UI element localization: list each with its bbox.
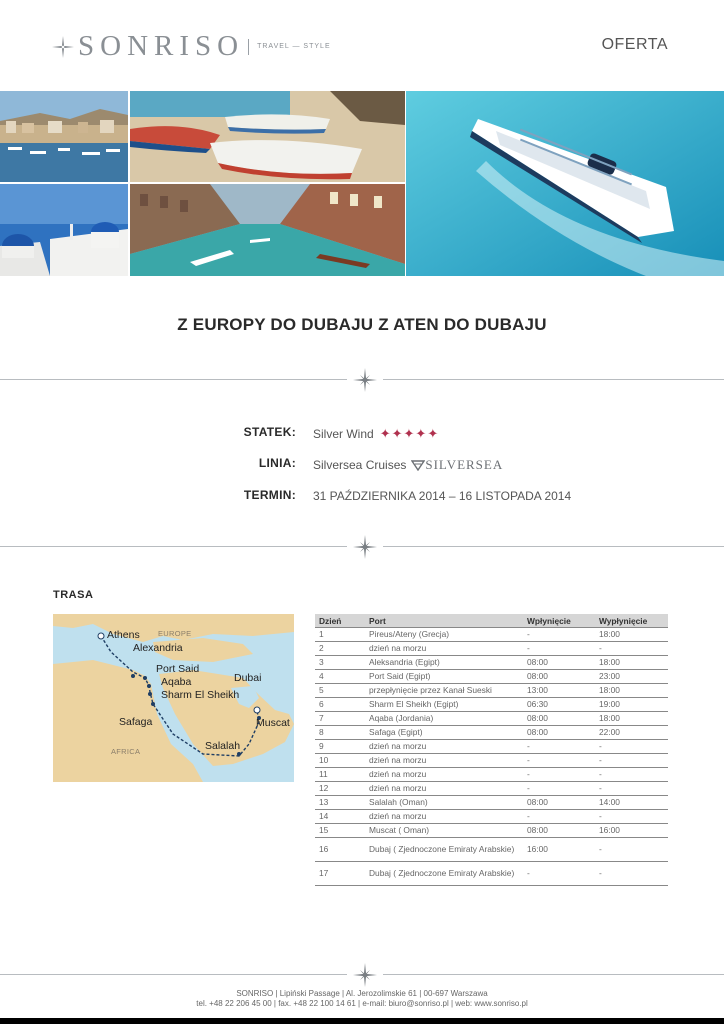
cell-day: 7 xyxy=(315,712,365,726)
cell-arrival: 08:00 xyxy=(523,796,595,810)
cell-day: 10 xyxy=(315,754,365,768)
table-row xyxy=(315,726,668,740)
cell-port: dzień na morzu xyxy=(365,740,523,754)
cell-port: dzień na morzu xyxy=(365,810,523,824)
table-row xyxy=(315,838,668,862)
cell-arrival: - xyxy=(523,642,595,656)
logo-text: SONRISO xyxy=(78,30,245,62)
cell-departure: 14:00 xyxy=(595,796,668,810)
cell-day: 15 xyxy=(315,824,365,838)
cell-port: Aleksandria (Egipt) xyxy=(365,656,523,670)
star-icon: ✦ xyxy=(403,426,415,441)
cell-day: 2 xyxy=(315,642,365,656)
cell-departure: 23:00 xyxy=(595,670,668,684)
cell-arrival: - xyxy=(523,628,595,642)
map-label-athens: Athens xyxy=(107,629,140,641)
cell-port: przepłynięcie przez Kanał Sueski xyxy=(365,684,523,698)
cell-arrival: - xyxy=(523,768,595,782)
cell-day: 11 xyxy=(315,768,365,782)
cell-port: Safaga (Egipt) xyxy=(365,726,523,740)
cell-arrival: - xyxy=(523,810,595,824)
compass-star-icon xyxy=(353,368,377,392)
ship-label: STATEK: xyxy=(243,425,296,439)
cell-departure: 22:00 xyxy=(595,726,668,740)
table-row xyxy=(315,754,668,768)
divider-top xyxy=(0,368,724,392)
star-icon: ✦ xyxy=(427,426,439,441)
cell-arrival: 08:00 xyxy=(523,656,595,670)
cell-departure: - xyxy=(595,862,668,886)
logo-tagline: TRAVEL — STYLE xyxy=(257,43,331,50)
itinerary-table xyxy=(315,614,668,886)
cell-arrival: 08:00 xyxy=(523,670,595,684)
cell-departure: 18:00 xyxy=(595,656,668,670)
map-label-dubai: Dubai xyxy=(234,672,262,684)
cell-departure: - xyxy=(595,782,668,796)
cell-port: Pireus/Ateny (Grecja) xyxy=(365,628,523,642)
map-label-muscat: Muscat xyxy=(256,717,290,729)
cell-arrival: - xyxy=(523,782,595,796)
cell-departure: 18:00 xyxy=(595,628,668,642)
cell-departure: - xyxy=(595,754,668,768)
cell-departure: - xyxy=(595,642,668,656)
cell-port: Port Said (Egipt) xyxy=(365,670,523,684)
table-row xyxy=(315,824,668,838)
cell-arrival: - xyxy=(523,740,595,754)
table-row xyxy=(315,768,668,782)
date-value: 31 PAŹDZIERNIKA 2014 – 16 LISTOPADA 2014 xyxy=(313,489,572,503)
cell-port: Aqaba (Jordania) xyxy=(365,712,523,726)
route-title: TRASA xyxy=(53,589,94,601)
map-label-salalah: Salalah xyxy=(205,740,241,752)
cell-port: Salalah (Oman) xyxy=(365,796,523,810)
route-map xyxy=(53,614,294,782)
header-day: Dzień xyxy=(315,614,365,628)
logo-separator xyxy=(248,39,249,55)
table-row xyxy=(315,796,668,810)
table-row xyxy=(315,740,668,754)
line-label: LINIA: xyxy=(258,456,296,470)
line-row xyxy=(0,456,724,478)
cell-arrival: - xyxy=(523,754,595,768)
cell-departure: 19:00 xyxy=(595,698,668,712)
cell-arrival: 08:00 xyxy=(523,824,595,838)
cell-day: 14 xyxy=(315,810,365,824)
header-port: Port xyxy=(365,614,523,628)
cell-arrival: 13:00 xyxy=(523,684,595,698)
silversea-logo xyxy=(411,457,503,473)
cell-departure: 18:00 xyxy=(595,684,668,698)
table-row xyxy=(315,810,668,824)
compass-star-icon xyxy=(353,963,377,987)
divider-footer xyxy=(0,963,724,987)
line-value-wrap xyxy=(313,457,503,473)
table-row xyxy=(315,656,668,670)
header xyxy=(0,0,724,90)
cell-port: Dubaj ( Zjednoczone Emiraty Arabskie) xyxy=(365,862,523,886)
star-icon: ✦ xyxy=(415,426,427,441)
bottom-bar xyxy=(0,1018,724,1024)
line-name: Silversea Cruises xyxy=(313,458,407,472)
boats-beach-photo xyxy=(130,91,405,182)
table-row xyxy=(315,698,668,712)
table-row xyxy=(315,782,668,796)
cell-port: Dubaj ( Zjednoczone Emiraty Arabskie) xyxy=(365,838,523,862)
cruise-ship-photo xyxy=(406,91,724,276)
cell-day: 4 xyxy=(315,670,365,684)
table-row xyxy=(315,670,668,684)
table-row xyxy=(315,642,668,656)
cell-port: dzień na morzu xyxy=(365,754,523,768)
venice-canal-photo xyxy=(130,184,405,276)
map-label-europe: EUROPE xyxy=(158,629,192,638)
cell-arrival: 06:30 xyxy=(523,698,595,712)
cell-departure: - xyxy=(595,768,668,782)
itinerary-body xyxy=(315,628,668,886)
cell-day: 3 xyxy=(315,656,365,670)
cell-departure: - xyxy=(595,740,668,754)
footer-address: SONRISO | Lipiński Passage | Al. Jerozolimskie 61 | 00-697 Warszawa xyxy=(236,989,488,998)
map-label-sharm: Sharm El Sheikh xyxy=(161,689,240,701)
page-title: Z EUROPY DO DUBAJU Z ATEN DO DUBAJU xyxy=(177,315,547,334)
cell-port: Muscat ( Oman) xyxy=(365,824,523,838)
table-row xyxy=(315,684,668,698)
cell-day: 12 xyxy=(315,782,365,796)
ship-row xyxy=(0,425,724,447)
star-icon: ✦ xyxy=(391,426,403,441)
header-departure: Wypłynięcie xyxy=(595,614,668,628)
cell-arrival: 08:00 xyxy=(523,726,595,740)
cell-departure: 18:00 xyxy=(595,712,668,726)
sonriso-logo[interactable] xyxy=(52,30,331,63)
map-label-aqaba: Aqaba xyxy=(161,676,192,688)
cell-departure: - xyxy=(595,810,668,824)
cell-day: 9 xyxy=(315,740,365,754)
compass-star-icon xyxy=(353,535,377,559)
star-icon: ✦ xyxy=(379,426,391,441)
table-row xyxy=(315,628,668,642)
table-row xyxy=(315,862,668,886)
cell-day: 8 xyxy=(315,726,365,740)
cell-arrival: 16:00 xyxy=(523,838,595,862)
itinerary-header-row xyxy=(315,614,668,628)
ship-rating xyxy=(380,426,440,442)
date-label: TERMIN: xyxy=(243,488,296,502)
harbor-photo xyxy=(0,91,128,182)
ship-name: Silver Wind xyxy=(313,427,374,441)
header-arrival: Wpłynięcie xyxy=(523,614,595,628)
silversea-brand-text: SILVERSEA xyxy=(425,457,504,472)
cell-arrival: - xyxy=(523,862,595,886)
cell-port: dzień na morzu xyxy=(365,642,523,656)
cell-day: 16 xyxy=(315,838,365,862)
map-label-alexandria: Alexandria xyxy=(133,642,183,654)
cell-arrival: 08:00 xyxy=(523,712,595,726)
map-label-africa: AFRICA xyxy=(111,747,141,756)
footer-contact[interactable]: tel. +48 22 206 45 00 | fax. +48 22 100 14 61 | e-mail: biuro@sonriso.pl | web: www.sonriso.pl xyxy=(196,999,528,1008)
santorini-photo xyxy=(0,184,128,276)
cell-day: 5 xyxy=(315,684,365,698)
map-label-safaga: Safaga xyxy=(119,716,153,728)
map-label-port-said: Port Said xyxy=(156,663,200,675)
cell-day: 1 xyxy=(315,628,365,642)
cell-departure: - xyxy=(595,838,668,862)
divider-middle xyxy=(0,535,724,559)
cell-day: 13 xyxy=(315,796,365,810)
cell-day: 17 xyxy=(315,862,365,886)
cell-port: dzień na morzu xyxy=(365,782,523,796)
cell-port: dzień na morzu xyxy=(365,768,523,782)
cell-day: 6 xyxy=(315,698,365,712)
compass-star-icon xyxy=(52,36,74,58)
offer-label: OFERTA xyxy=(601,36,668,53)
ship-value-wrap xyxy=(313,426,439,442)
silversea-emblem-icon xyxy=(411,459,425,471)
cell-departure: 16:00 xyxy=(595,824,668,838)
cell-port: Sharm El Sheikh (Egipt) xyxy=(365,698,523,712)
table-row xyxy=(315,712,668,726)
photo-banner xyxy=(0,91,724,276)
date-row xyxy=(0,488,724,510)
